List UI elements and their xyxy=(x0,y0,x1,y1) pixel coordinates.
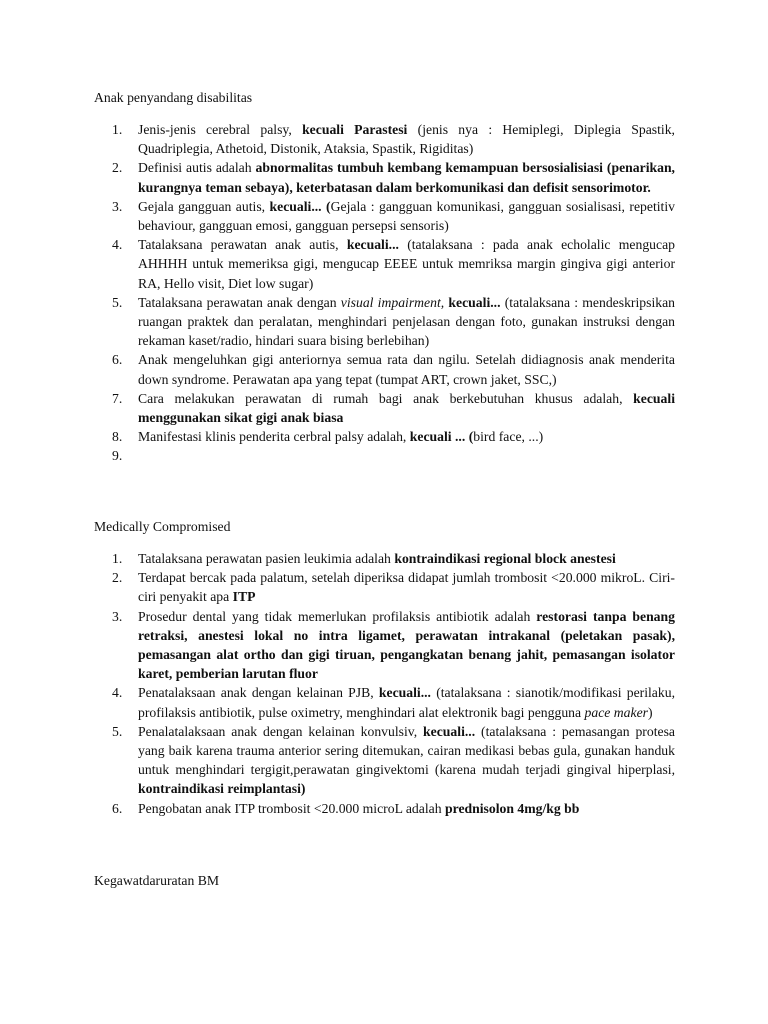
bold-text: ITP xyxy=(232,589,256,605)
item-number: 1. xyxy=(112,551,123,566)
item-number: 6. xyxy=(112,800,123,816)
list-item xyxy=(112,683,675,721)
item-number: 5. xyxy=(112,294,123,310)
section-heading-medically-compromised: Medically Compromised xyxy=(94,519,231,534)
item-text: Jenis-jenis cerebral palsy, xyxy=(138,122,303,137)
medically-compromised-list xyxy=(112,549,675,818)
item-text: Tatalaksana perawatan pasien leukimia adalah xyxy=(138,551,395,566)
item-text: (tatalaksana : pemasangan protesa yang baik karena trauma anterior sering ditemukan, cairan medikasi bebas gula, gunakan handuk untuk menghindari tergigit,perawatan gingivektomi (karena mudah terjadi gingival hiperplasi, xyxy=(138,723,675,778)
bold-text: kecuali Parastesi xyxy=(302,122,408,137)
item-text: (tatalaksana : pada anak echolalic mengucap AHHHH untuk memeriksa gigi, mengucap EEEE untuk memriksa margin gingiva gigi anterior RA, Hello visit, Diet low sugar) xyxy=(138,237,676,291)
item-number: 4. xyxy=(112,237,123,253)
item-number: 8. xyxy=(112,429,123,445)
item-number: 2. xyxy=(112,160,123,176)
item-text: Gejala : gangguan komunikasi, gangguan sosialisasi, repetitiv behaviour, gangguan emosi, gangguan persepsi sensoris) xyxy=(138,198,676,234)
list-item xyxy=(112,293,675,351)
bold-text: kecuali... xyxy=(448,294,501,310)
list-item xyxy=(112,350,675,388)
list-item xyxy=(112,197,675,235)
bold-text: kecuali menggunakan sikat gigi anak biasa xyxy=(138,390,675,426)
bold-text: abnormalitas tumbuh kembang kemampuan bersosialisiasi (penarikan, kurangnya teman sebaya), keterbatasan dalam berkomunikasi dan defisit sensorimotor. xyxy=(138,160,675,195)
italic-text: pace maker xyxy=(584,704,648,720)
item-number: 9. xyxy=(112,448,123,464)
bold-text: kecuali ... ( xyxy=(409,429,474,445)
list-item xyxy=(112,549,675,568)
item-text: Prosedur dental yang tidak memerlukan profilaksis antibiotik adalah xyxy=(138,608,537,624)
item-number: 4. xyxy=(112,685,123,701)
list-item xyxy=(112,722,675,799)
item-text: Definisi autis adalah xyxy=(138,160,256,176)
bold-text: kecuali... xyxy=(423,723,476,739)
item-number: 3. xyxy=(112,198,123,214)
disabilitas-list xyxy=(112,120,676,464)
item-text: Cara melakukan perawatan di rumah bagi anak berkebutuhan khusus adalah, xyxy=(138,390,634,406)
item-text: Pengobatan anak ITP trombosit <20.000 microL adalah xyxy=(138,800,445,816)
list-item xyxy=(112,607,675,684)
bold-text: restorasi tanpa benang retraksi, anestesi lokal no intra ligamet, perawatan intrakanal (peletakan pasak), pemasangan alat ortho dan gigi tiruan, pengangkatan benang jahit, pemasangan isolator karet, pemberian larutan fluor xyxy=(138,608,675,682)
item-text: (jenis nya : Hemiplegi, Diplegia Spastik, Quadriplegia, Athetoid, Distonik, Ataksia, Spastik, Rigiditas) xyxy=(138,122,675,157)
bold-text: kecuali... ( xyxy=(269,198,331,214)
list-item xyxy=(112,799,675,818)
item-text: (tatalaksana : mendeskripsikan ruangan praktek dan peralatan, menghindari penjelasan dengan foto, gunakan instruksi dengan rekaman kaset/radio, hindari suara bising berlebihan) xyxy=(138,294,676,349)
section-heading-disabilitas: Anak penyandang disabilitas xyxy=(94,90,253,105)
list-item xyxy=(112,120,675,158)
item-text: Penalatalaksaan anak dengan kelainan konvulsiv, xyxy=(138,723,424,739)
item-text: Terdapat bercak pada palatum, setelah diperiksa didapat jumlah trombosit <20.000 mikroL. Ciri-ciri penyakit apa xyxy=(138,570,675,605)
bold-text: kecuali... xyxy=(346,237,399,253)
item-text: Gejala gangguan autis, xyxy=(138,198,270,214)
italic-text: visual impairment, xyxy=(340,294,445,310)
item-number: 3. xyxy=(112,608,123,624)
item-text: Tatalaksana perawatan anak dengan xyxy=(138,294,341,310)
item-number: 6. xyxy=(112,352,123,368)
item-number: 2. xyxy=(112,570,123,586)
bold-text: prednisolon 4mg/kg bb xyxy=(445,800,580,816)
bold-text: kontraindikasi regional block anestesi xyxy=(394,551,616,566)
list-item xyxy=(112,158,675,196)
list-item xyxy=(112,427,675,446)
item-text: Manifestasi klinis penderita cerbral palsy adalah, xyxy=(138,429,410,445)
item-text: (tatalaksana : sianotik/modifikasi perilaku, profilaksis antibiotik, pulse oximetry, menghindari alat elektronik bagi pengguna xyxy=(138,685,675,720)
item-text: Anak mengeluhkan gigi anteriornya semua rata dan ngilu. Setelah didiagnosis anak menderita down syndrome. Perawatan apa yang tepat (tumpat ART, crown jaket, SSC,) xyxy=(138,352,675,387)
item-number: 1. xyxy=(112,122,123,137)
bold-text: kontraindikasi reimplantasi) xyxy=(138,781,306,797)
item-text: bird face, ...) xyxy=(473,429,544,445)
bold-text: kecuali... xyxy=(378,685,431,701)
item-number: 5. xyxy=(112,723,123,739)
item-text: Penatalaksaan anak dengan kelainan PJB, xyxy=(138,685,379,701)
list-item xyxy=(112,389,675,427)
item-number: 7. xyxy=(112,390,123,406)
list-item xyxy=(112,235,675,293)
section-heading-kegawatdaruratan: Kegawatdaruratan BM xyxy=(94,873,220,888)
list-item xyxy=(112,568,675,606)
item-text: ) xyxy=(647,704,653,720)
item-text: Tatalaksana perawatan anak autis, xyxy=(138,237,347,253)
